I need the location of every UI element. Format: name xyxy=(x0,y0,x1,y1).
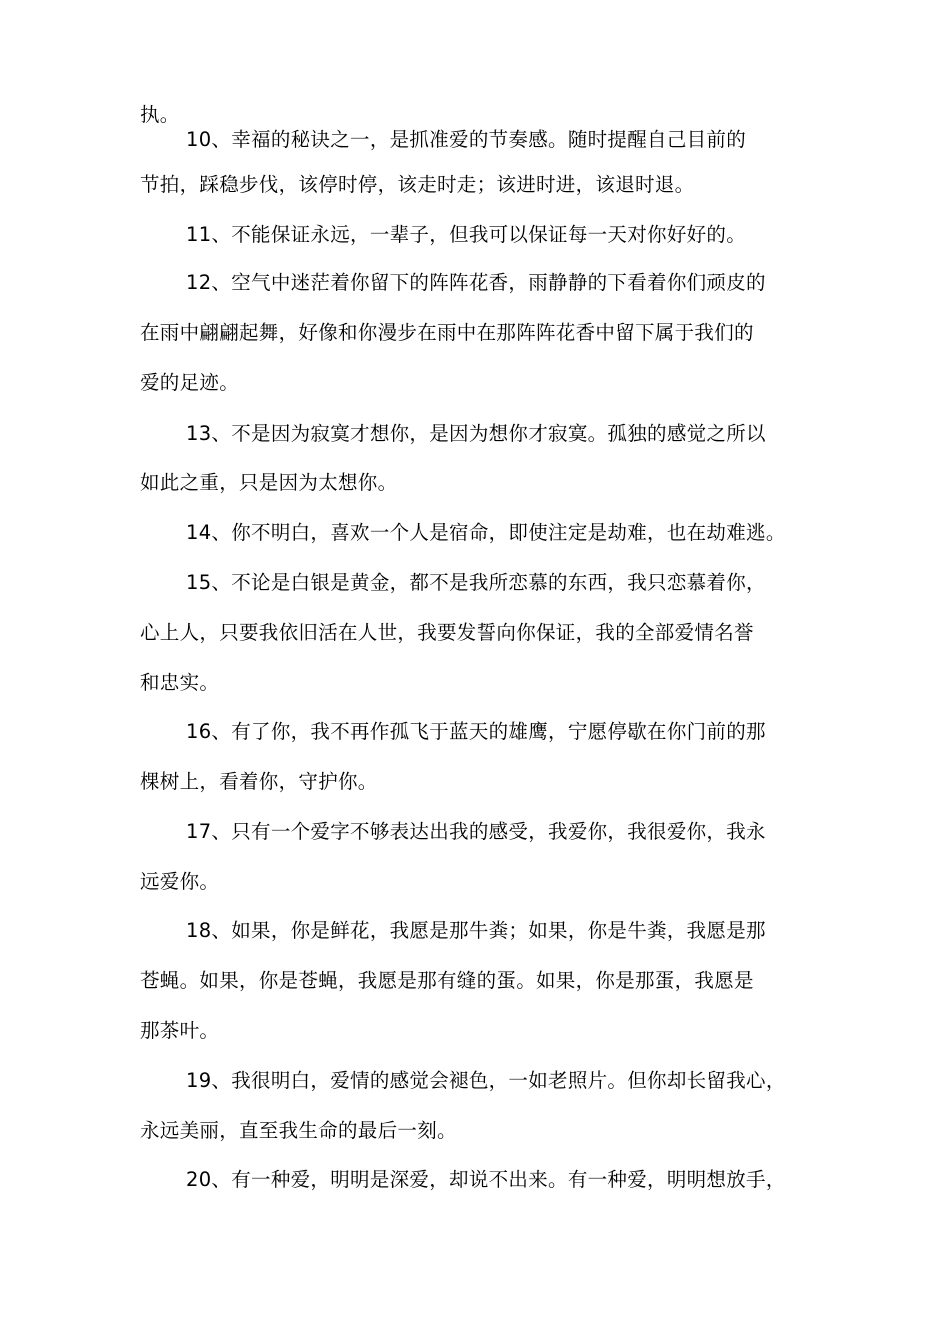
text-line: 如此之重，只是因为太想你。 xyxy=(140,471,398,494)
text-line: 15、不论是白银是黄金，都不是我所恋慕的东西，我只恋慕着你， xyxy=(186,571,766,594)
text-line: 10、幸福的秘诀之一，是抓准爱的节奏感。随时提醒自己目前的 xyxy=(186,128,747,151)
text-line: 棵树上，看着你，守护你。 xyxy=(140,770,378,793)
text-line: 和忠实。 xyxy=(140,671,220,694)
text-line: 永远美丽，直至我生命的最后一刻。 xyxy=(140,1119,457,1142)
text-line: 19、我很明白，爱情的感觉会褪色，一如老照片。但你却长留我心， xyxy=(186,1069,786,1092)
text-line: 12、空气中迷茫着你留下的阵阵花香，雨静静的下看着你们顽皮的 xyxy=(186,271,766,294)
text-line: 11、不能保证永远，一辈子，但我可以保证每一天对你好好的。 xyxy=(186,223,747,246)
text-line: 那茶叶。 xyxy=(140,1019,220,1042)
text-line: 在雨中翩翩起舞，好像和你漫步在雨中在那阵阵花香中留下属于我们的 xyxy=(140,321,754,344)
text-line: 18、如果，你是鲜花，我愿是那牛粪；如果，你是牛粪，我愿是那 xyxy=(186,919,766,942)
text-line: 20、有一种爱，明明是深爱，却说不出来。有一种爱，明明想放手， xyxy=(186,1168,786,1191)
text-line: 节拍，踩稳步伐，该停时停，该走时走；该进时进，该退时退。 xyxy=(140,173,695,196)
text-line: 16、有了你，我不再作孤飞于蓝天的雄鹰，宁愿停歇在你门前的那 xyxy=(186,720,766,743)
text-line: 14、你不明白，喜欢一个人是宿命，即使注定是劫难，也在劫难逃。 xyxy=(186,521,786,544)
text-line: 远爱你。 xyxy=(140,870,220,893)
text-line: 执。 xyxy=(140,103,180,126)
text-line: 17、只有一个爱字不够表达出我的感受，我爱你，我很爱你，我永 xyxy=(186,820,766,843)
text-line: 爱的足迹。 xyxy=(140,371,240,394)
text-line: 13、不是因为寂寞才想你，是因为想你才寂寞。孤独的感觉之所以 xyxy=(186,422,766,445)
text-line: 心上人，只要我依旧活在人世，我要发誓向你保证，我的全部爱情名誉 xyxy=(140,621,754,644)
text-line: 苍蝇。如果，你是苍蝇，我愿是那有缝的蛋。如果，你是那蛋，我愿是 xyxy=(140,969,754,992)
